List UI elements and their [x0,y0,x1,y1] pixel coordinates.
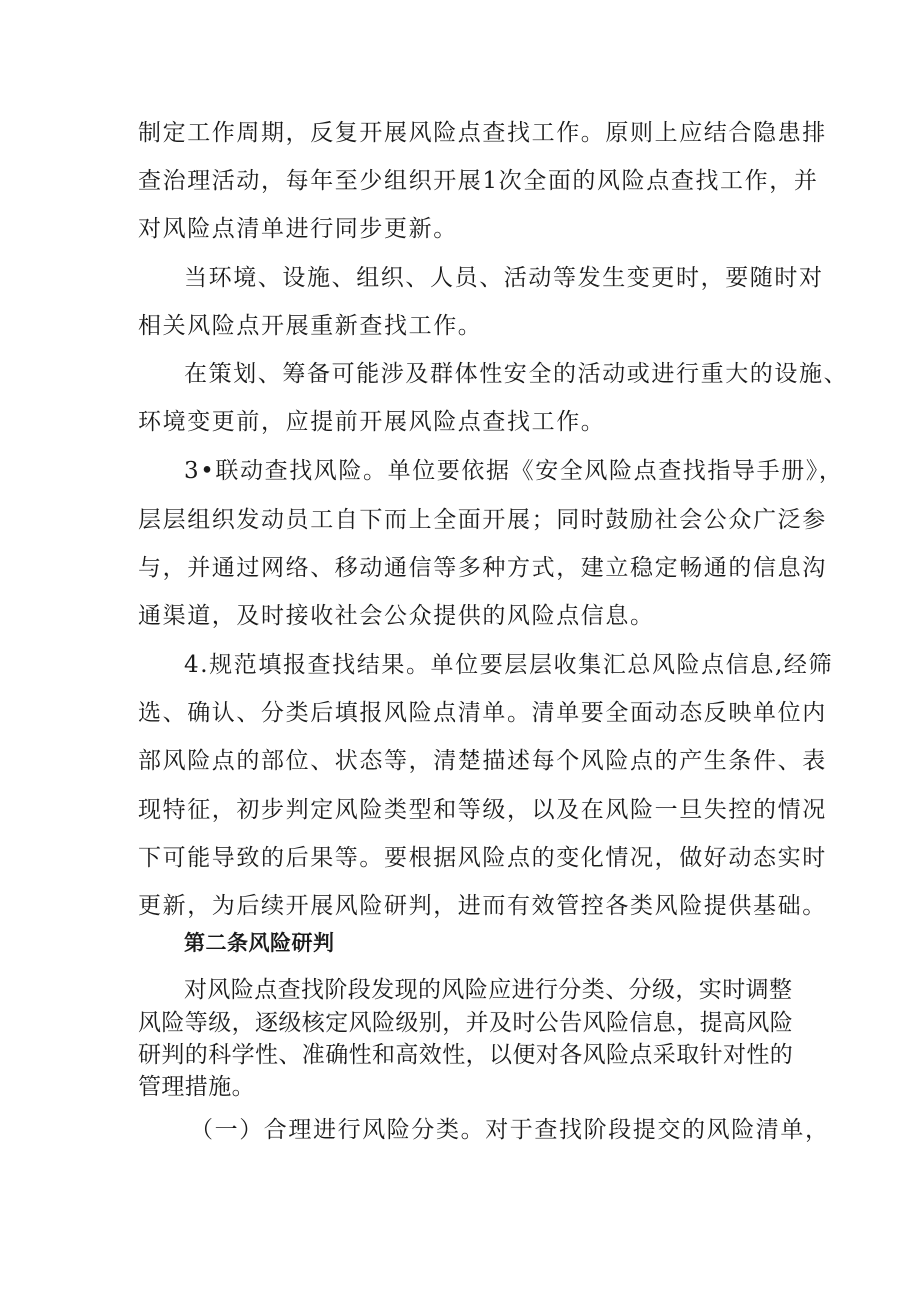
text-line: 下可能导致的后果等。要根据风险点的变化情况，做好动态实时 [138,845,827,871]
text-line: 4.规范填报查找结果。单位要层层收集汇总风险点信息,经筛 [184,652,834,678]
text-line: 部风险点的部位、状态等，清楚描述每个风险点的产生条件、表 [138,748,827,774]
text-line: 制定工作周期，反复开展风险点查找工作。原则上应结合隐患排 [138,120,827,146]
text-line: 3•联动查找风险。单位要依据《安全风险点查找指导手册》， [184,458,844,484]
text-line: 管理措施。 [138,1074,255,1100]
text-line: 对风险点清单进行同步更新。 [138,216,458,242]
text-line: 当环境、设施、组织、人员、活动等发生变更时，要随时对 [184,265,824,291]
text-line: 与，并通过网络、移动通信等多种方式，建立稳定畅通的信息沟 [138,555,827,581]
text-line: 对风险点查找阶段发现的风险应进行分类、分级，实时调整 [184,977,793,1003]
text-line: 层层组织发动员工自下而上全面开展；同时鼓励社会公众广泛参 [138,507,827,533]
text-line: 现特征，初步判定风险类型和等级，以及在风险一旦失控的情况 [138,797,827,823]
text-line: 风险等级，逐级核定风险级别，并及时公告风险信息，提高风险 [138,1010,794,1036]
text-line: （一）合理进行风险分类。对于查找阶段提交的风险清单， [190,1117,830,1143]
text-line: 更新，为后续开展风险研判，进而有效管控各类风险提供基础。 [138,893,827,919]
text-line: 研判的科学性、准确性和高效性，以便对各风险点采取针对性的 [138,1042,794,1068]
text-line: 相关风险点开展重新查找工作。 [138,313,483,339]
text-line: 选、确认、分类后填报风险点清单。清单要全面动态反映单位内 [138,700,827,726]
text-line: 通渠道，及时接收社会公众提供的风险点信息。 [138,603,655,629]
section-heading: 第二条风险研判 [184,931,335,955]
text-line: 环境变更前，应提前开展风险点查找工作。 [138,409,606,435]
text-line: 查治理活动，每年至少组织开展1次全面的风险点查找工作，并 [138,168,819,194]
text-line: 在策划、筹备可能涉及群体性安全的活动或进行重大的设施、 [184,361,849,387]
